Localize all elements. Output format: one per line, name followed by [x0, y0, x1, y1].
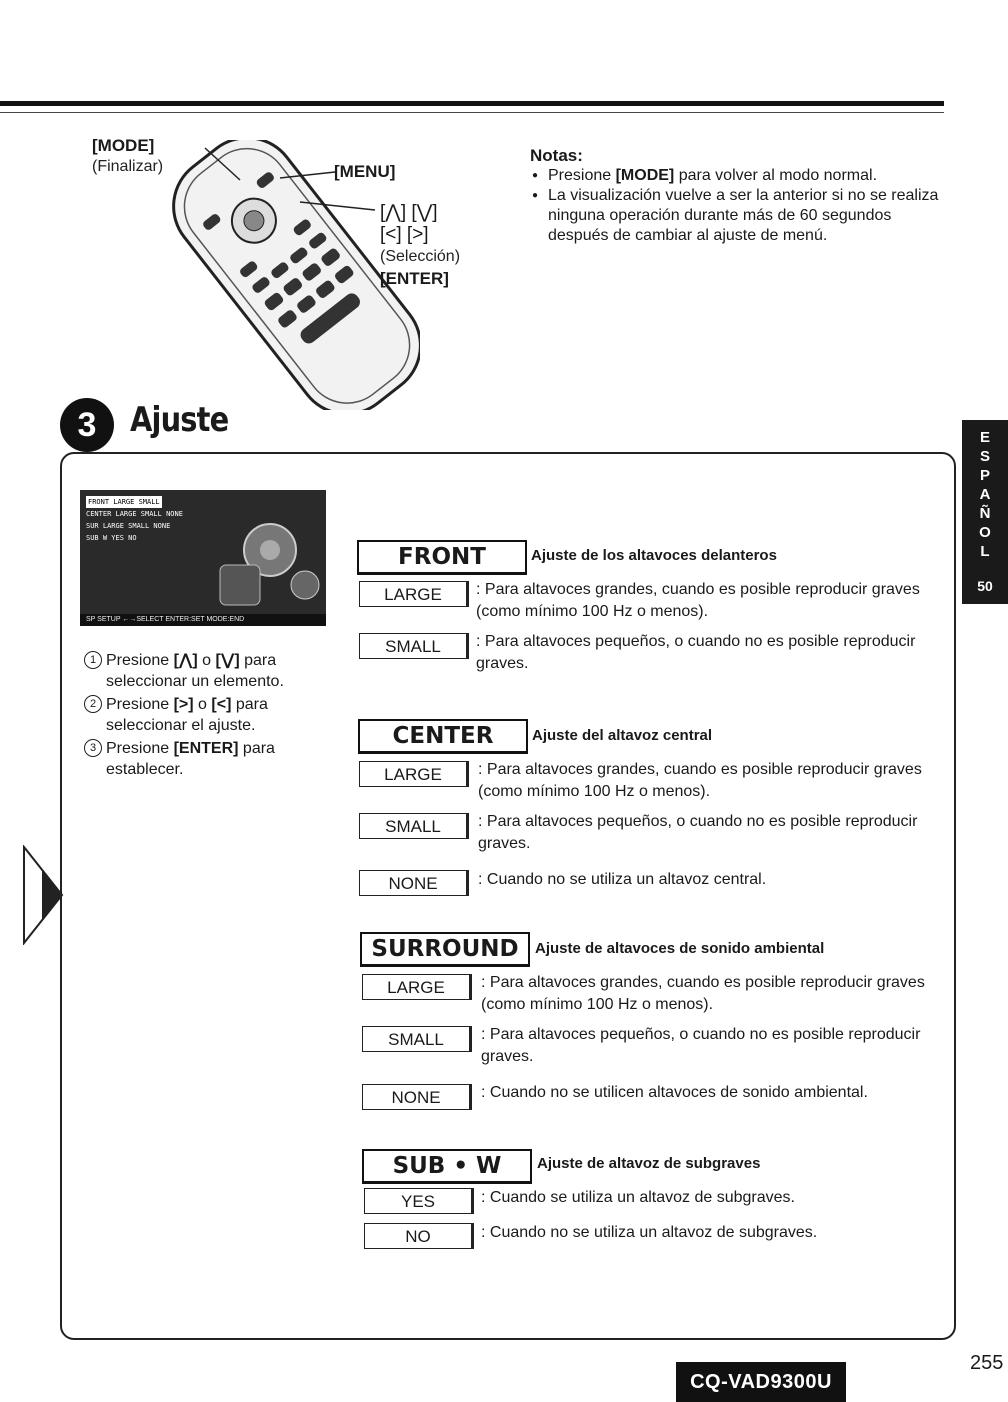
- step-1: 1 Presione [⋀] o [⋁] para seleccionar un elemento.: [84, 650, 324, 692]
- center-option-small-desc: : Para altavoces pequeños, o cuando no es posible reproducir graves.: [478, 813, 918, 852]
- surround-option-large: LARGE: [362, 974, 472, 1000]
- surround-option-none: NONE: [362, 1084, 472, 1110]
- top-rule-thin: [0, 112, 944, 113]
- section-number-badge: 3: [60, 398, 114, 452]
- arrows-left-right-label: [<] [>]: [380, 224, 429, 245]
- step-2: 2 Presione [>] o [<] para seleccionar el ajuste.: [84, 694, 324, 736]
- notes-list: [532, 166, 952, 246]
- step-3: 3 Presione [ENTER] para establecer.: [84, 738, 324, 780]
- surround-option-large-desc: : Para altavoces grandes, cuando es posible reproducir graves (como mínimo 100 Hz o menos).: [481, 974, 925, 1013]
- subw-option-yes-desc: : Cuando se utiliza un altavoz de subgraves.: [481, 1189, 795, 1206]
- language-side-tab: [962, 420, 1008, 604]
- mode-sublabel: (Finalizar): [92, 158, 164, 175]
- subw-section-desc: Ajuste de altavoz de subgraves: [537, 1155, 761, 1172]
- center-option-large-desc: : Para altavoces grandes, cuando es posible reproducir graves (como mínimo 100 Hz o menos).: [478, 761, 922, 800]
- center-option-small: SMALL: [359, 813, 469, 839]
- notes-title: Notas:: [530, 146, 583, 165]
- center-option-none: NONE: [359, 870, 469, 896]
- enter-label: [ENTER]: [380, 269, 449, 288]
- arrows-callout: [380, 202, 460, 290]
- front-option-large: LARGE: [359, 581, 469, 607]
- speaker-graphic-icon: [200, 510, 326, 610]
- setup-screen-image: [80, 490, 326, 626]
- front-option-large-desc: : Para altavoces grandes, cuando es posible reproducir graves (como mínimo 100 Hz o menos).: [476, 581, 920, 620]
- screen-row-center: CENTER LARGE SMALL NONE: [86, 510, 183, 518]
- screen-row-subw: SUB W YES NO: [86, 534, 137, 542]
- section-page-number: 50: [977, 578, 993, 594]
- screen-row-front: FRONT LARGE SMALL: [88, 498, 160, 506]
- select-sublabel: (Selección): [380, 248, 461, 265]
- subw-option-no: NO: [364, 1223, 474, 1249]
- language-letters: E S P A Ñ O L: [979, 429, 991, 560]
- front-option-small: SMALL: [359, 633, 469, 659]
- surround-option-small: SMALL: [362, 1026, 472, 1052]
- mode-label: [MODE]: [92, 136, 155, 155]
- surround-option-none-desc: : Cuando no se utilicen altavoces de sonido ambiental.: [481, 1084, 868, 1101]
- screen-row-sur: SUR LARGE SMALL NONE: [86, 522, 171, 530]
- model-number-badge: CQ-VAD9300U: [676, 1362, 846, 1402]
- subw-option-no-desc: : Cuando no se utiliza un altavoz de subgraves.: [481, 1224, 818, 1241]
- center-option-large: LARGE: [359, 761, 469, 787]
- section-pointer-icon: [22, 845, 66, 945]
- front-section-desc: Ajuste de los altavoces delanteros: [531, 547, 777, 564]
- subw-section-label: SUB • W: [362, 1149, 532, 1184]
- front-section-label: FRONT: [357, 540, 527, 575]
- top-rule: [0, 101, 944, 106]
- center-section-desc: Ajuste del altavoz central: [532, 727, 713, 744]
- center-section-label: CENTER: [358, 719, 528, 754]
- surround-option-small-desc: : Para altavoces pequeños, o cuando no es posible reproducir graves.: [481, 1026, 921, 1065]
- surround-section-label: SURROUND: [360, 932, 530, 967]
- arrows-up-down-label: [⋀] [⋁]: [380, 202, 438, 223]
- surround-section-desc: Ajuste de altavoces de sonido ambiental: [535, 940, 825, 957]
- screen-status-bar: SP SETUP ←→SELECT ENTER:SET MODE:END: [80, 614, 326, 626]
- instruction-steps: [84, 650, 324, 782]
- mode-callout: [92, 136, 163, 177]
- page-number: 255: [970, 1352, 1004, 1374]
- notes-item-timeout: ● La visualización vuelve a ser la anterior si no se realiza ninguna operación durante más de 60 segundos después de cambiar al ajuste de menú.: [532, 186, 952, 246]
- subw-option-yes: YES: [364, 1188, 474, 1214]
- section-title: Ajuste: [130, 400, 229, 440]
- center-option-none-desc: : Cuando no se utiliza un altavoz central.: [478, 871, 767, 888]
- menu-label: [MENU]: [334, 162, 396, 181]
- menu-callout: [334, 162, 395, 182]
- front-option-small-desc: : Para altavoces pequeños, o cuando no es posible reproducir graves.: [476, 633, 916, 672]
- notes-item-mode: ● Presione [MODE] para volver al modo normal.: [532, 166, 952, 186]
